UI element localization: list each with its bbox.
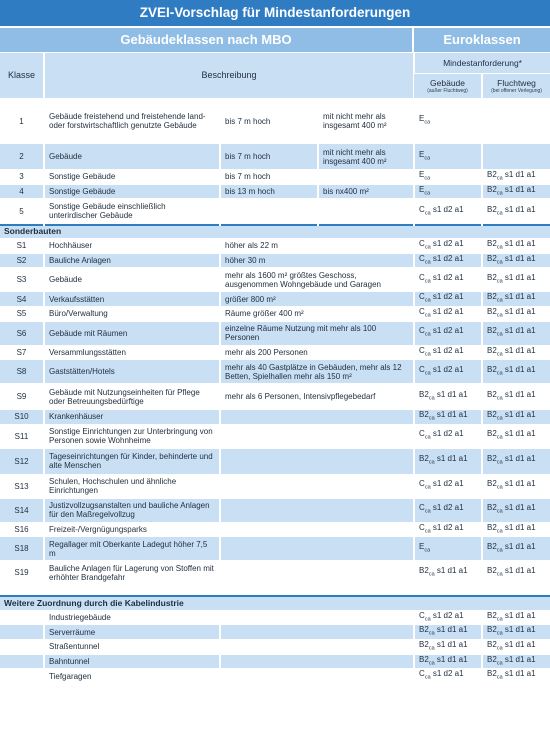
beschreibung-cell: Straßentunnel	[44, 640, 220, 655]
klasse-cell: S3	[0, 268, 44, 292]
table-row	[0, 170, 550, 185]
kriterium-cell: mehr als 6 Personen, Intensivpflegebedarf	[220, 384, 414, 410]
kriterium-cell: mehr als 1600 m² größtes Geschoss, ausgenommen Wohngebäude und Garagen	[220, 268, 414, 292]
klasse-cell	[0, 640, 44, 655]
kriterium-cell	[220, 498, 414, 522]
klasse-cell: 4	[0, 184, 44, 199]
kriterium-cell	[220, 522, 414, 537]
section-title: Sonderbauten	[0, 225, 550, 239]
gebaeude-class-cell: $C_{ca}$ s1 d2 a1	[414, 268, 482, 292]
klasse-cell: S19	[0, 561, 44, 585]
fluchtweg-class-cell: $B2_{ca}$ s1 d1 a1	[482, 561, 550, 585]
beschreibung-cell: Gebäude	[44, 268, 220, 292]
kriterium-cell: mehr als 40 Gastplätze in Gebäuden, mehr als 12 Betten, Spielhallen mehr als 150 m²	[220, 360, 414, 384]
beschreibung-cell: Justizvollzugsanstalten und bauliche Anlagen für den Maßregelvollzug	[44, 498, 220, 522]
kriterium-cell: mehr als 200 Personen	[220, 345, 414, 360]
col-klasse: Klasse	[0, 53, 44, 99]
kriterium-cell	[220, 448, 414, 474]
fluchtweg-class-cell: $B2_{ca}$ s1 d1 a1	[482, 498, 550, 522]
flaeche-cell	[318, 199, 414, 225]
klasse-cell: 2	[0, 144, 44, 170]
beschreibung-cell: Regallager mit Oberkante Ladegut höher 7,5 m	[44, 537, 220, 561]
hoehe-cell: bis 7 m hoch	[220, 170, 318, 185]
table-row	[0, 561, 550, 585]
beschreibung-cell: Versammlungsstätten	[44, 345, 220, 360]
klasse-cell	[0, 654, 44, 669]
hoehe-cell: bis 7 m hoch	[220, 99, 318, 144]
klasse-cell: S1	[0, 239, 44, 254]
beschreibung-cell: Tiefgaragen	[44, 669, 220, 683]
gebaeude-class-cell: $B2_{ca}$ s1 d1 a1	[414, 625, 482, 640]
beschreibung-cell: Krankenhäuser	[44, 410, 220, 425]
beschreibung-cell: Hochhäuser	[44, 239, 220, 254]
fluchtweg-class-cell: $B2_{ca}$ s1 d1 a1	[482, 384, 550, 410]
klasse-cell: S12	[0, 448, 44, 474]
gebaeude-class-cell: $C_{ca}$ s1 d2 a1	[414, 522, 482, 537]
table-row	[0, 384, 550, 410]
page-title: ZVEI-Vorschlag für Mindestanforderungen	[0, 0, 550, 26]
gebaeude-class-cell: $B2_{ca}$ s1 d1 a1	[414, 561, 482, 585]
fluchtweg-class-cell: $B2_{ca}$ s1 d1 a1	[482, 410, 550, 425]
kriterium-cell	[220, 625, 414, 640]
beschreibung-cell: Gaststätten/Hotels	[44, 360, 220, 384]
fluchtweg-class-cell: $B2_{ca}$ s1 d1 a1	[482, 522, 550, 537]
beschreibung-cell: Sonstige Gebäude	[44, 184, 220, 199]
beschreibung-cell: Industriegebäude	[44, 610, 220, 625]
kriterium-cell: einzelne Räume Nutzung mit mehr als 100 Personen	[220, 321, 414, 345]
col-fluchtweg-label: Fluchtweg	[497, 77, 536, 88]
fluchtweg-class-cell: $B2_{ca}$ s1 d1 a1	[482, 360, 550, 384]
col-gebaeude-note: (außer Fluchtweg)	[427, 87, 468, 94]
col-gebaeude-label: Gebäude	[430, 77, 466, 88]
kriterium-cell	[220, 669, 414, 683]
header-band	[0, 28, 550, 52]
fluchtweg-class-cell: $B2_{ca}$ s1 d1 a1	[482, 253, 550, 268]
klasse-cell	[0, 625, 44, 640]
fluchtweg-class-cell: $B2_{ca}$ s1 d1 a1	[482, 199, 550, 225]
hoehe-cell: bis 7 m hoch	[220, 144, 318, 170]
gebaeude-class-cell: $C_{ca}$ s1 d2 a1	[414, 669, 482, 683]
table-row	[0, 292, 550, 307]
gebaeude-class-cell: $E_{ca}$	[414, 99, 482, 144]
header-row-1	[0, 53, 550, 74]
header-mbo: Gebäudeklassen nach MBO	[0, 28, 412, 52]
beschreibung-cell: Bauliche Anlagen für Lagerung von Stoffen mit erhöhter Brandgefahr	[44, 561, 220, 585]
klasse-cell: S6	[0, 321, 44, 345]
beschreibung-cell: Serverräume	[44, 625, 220, 640]
kriterium-cell	[220, 654, 414, 669]
requirements-table	[0, 52, 550, 683]
gebaeude-class-cell: $B2_{ca}$ s1 d1 a1	[414, 640, 482, 655]
table-row	[0, 306, 550, 321]
col-fluchtweg-note: (bei offener Verlegung)	[491, 87, 542, 94]
klasse-cell: S16	[0, 522, 44, 537]
table-row	[0, 239, 550, 254]
klasse-cell: S4	[0, 292, 44, 307]
gebaeude-class-cell: $C_{ca}$ s1 d2 a1	[414, 253, 482, 268]
fluchtweg-class-cell: $B2_{ca}$ s1 d1 a1	[482, 268, 550, 292]
fluchtweg-class-cell	[482, 99, 550, 144]
table-row	[0, 253, 550, 268]
section-row-weitere	[0, 596, 550, 610]
table-row	[0, 410, 550, 425]
gebaeude-class-cell: $B2_{ca}$ s1 d1 a1	[414, 448, 482, 474]
table-body	[0, 99, 550, 683]
fluchtweg-class-cell: $B2_{ca}$ s1 d1 a1	[482, 424, 550, 448]
beschreibung-cell: Gebäude	[44, 144, 220, 170]
beschreibung-cell: Sonstige Einrichtungen zur Unterbringung von Personen sowie Wohnheime	[44, 424, 220, 448]
spacer-cell	[0, 585, 550, 597]
beschreibung-cell: Gebäude mit Räumen	[44, 321, 220, 345]
col-gebaeude	[414, 74, 482, 99]
table-row	[0, 268, 550, 292]
kriterium-cell	[220, 474, 414, 498]
table-row	[0, 199, 550, 225]
gebaeude-class-cell: $C_{ca}$ s1 d2 a1	[414, 239, 482, 254]
klasse-cell: S14	[0, 498, 44, 522]
table-row	[0, 360, 550, 384]
beschreibung-cell: Sonstige Gebäude	[44, 170, 220, 185]
hoehe-cell	[220, 199, 318, 225]
flaeche-cell: mit nicht mehr als insgesamt 400 m²	[318, 99, 414, 144]
kriterium-cell	[220, 537, 414, 561]
fluchtweg-class-cell: $B2_{ca}$ s1 d1 a1	[482, 669, 550, 683]
beschreibung-cell: Schulen, Hochschulen und ähnliche Einrichtungen	[44, 474, 220, 498]
table-row	[0, 144, 550, 170]
table-row	[0, 625, 550, 640]
klasse-cell	[0, 669, 44, 683]
col-fluchtweg	[482, 74, 550, 99]
klasse-cell: S8	[0, 360, 44, 384]
gebaeude-class-cell: $C_{ca}$ s1 d2 a1	[414, 424, 482, 448]
fluchtweg-class-cell	[482, 144, 550, 170]
beschreibung-cell: Bahntunnel	[44, 654, 220, 669]
fluchtweg-class-cell: $B2_{ca}$ s1 d1 a1	[482, 292, 550, 307]
fluchtweg-class-cell: $B2_{ca}$ s1 d1 a1	[482, 474, 550, 498]
fluchtweg-class-cell: $B2_{ca}$ s1 d1 a1	[482, 321, 550, 345]
gebaeude-class-cell: $E_{ca}$	[414, 170, 482, 185]
fluchtweg-class-cell: $B2_{ca}$ s1 d1 a1	[482, 537, 550, 561]
gebaeude-class-cell: $C_{ca}$ s1 d2 a1	[414, 345, 482, 360]
gebaeude-class-cell: $C_{ca}$ s1 d2 a1	[414, 292, 482, 307]
table-row	[0, 640, 550, 655]
fluchtweg-class-cell: $B2_{ca}$ s1 d1 a1	[482, 610, 550, 625]
klasse-cell: S5	[0, 306, 44, 321]
section-row-sonderbauten	[0, 225, 550, 239]
flaeche-cell: bis nx400 m²	[318, 184, 414, 199]
table-row	[0, 474, 550, 498]
gebaeude-class-cell: $C_{ca}$ s1 d2 a1	[414, 610, 482, 625]
table-row	[0, 99, 550, 144]
kriterium-cell: höher als 22 m	[220, 239, 414, 254]
fluchtweg-class-cell: $B2_{ca}$ s1 d1 a1	[482, 654, 550, 669]
klasse-cell: 1	[0, 99, 44, 144]
kriterium-cell: Räume größer 400 m²	[220, 306, 414, 321]
klasse-cell: S13	[0, 474, 44, 498]
klasse-cell: 5	[0, 199, 44, 225]
klasse-cell: S10	[0, 410, 44, 425]
fluchtweg-class-cell: $B2_{ca}$ s1 d1 a1	[482, 306, 550, 321]
gebaeude-class-cell: $C_{ca}$ s1 d2 a1	[414, 199, 482, 225]
beschreibung-cell: Gebäude mit Nutzungseinheiten für Pflege oder Betreuungsbedürftige	[44, 384, 220, 410]
fluchtweg-class-cell: $B2_{ca}$ s1 d1 a1	[482, 640, 550, 655]
kriterium-cell	[220, 410, 414, 425]
beschreibung-cell: Bauliche Anlagen	[44, 253, 220, 268]
table-row	[0, 424, 550, 448]
header-euroklassen: Euroklassen	[414, 28, 550, 52]
table-row	[0, 321, 550, 345]
table-row	[0, 537, 550, 561]
gebaeude-class-cell: $C_{ca}$ s1 d2 a1	[414, 498, 482, 522]
fluchtweg-class-cell: $B2_{ca}$ s1 d1 a1	[482, 345, 550, 360]
gebaeude-class-cell: $B2_{ca}$ s1 d1 a1	[414, 410, 482, 425]
flaeche-cell: mit nicht mehr als insgesamt 400 m²	[318, 144, 414, 170]
table-row	[0, 345, 550, 360]
gebaeude-class-cell: $E_{ca}$	[414, 144, 482, 170]
gebaeude-class-cell: $E_{ca}$	[414, 537, 482, 561]
table-row	[0, 522, 550, 537]
col-beschreibung: Beschreibung	[44, 53, 414, 99]
fluchtweg-class-cell: $B2_{ca}$ s1 d1 a1	[482, 448, 550, 474]
col-mindestanforderung: Mindestanforderung*	[414, 53, 550, 74]
fluchtweg-class-cell: $B2_{ca}$ s1 d1 a1	[482, 170, 550, 185]
gebaeude-class-cell: $E_{ca}$	[414, 184, 482, 199]
fluchtweg-class-cell: $B2_{ca}$ s1 d1 a1	[482, 239, 550, 254]
gebaeude-class-cell: $C_{ca}$ s1 d2 a1	[414, 306, 482, 321]
fluchtweg-class-cell: $B2_{ca}$ s1 d1 a1	[482, 184, 550, 199]
section-title: Weitere Zuordnung durch die Kabelindustrie	[0, 596, 550, 610]
beschreibung-cell: Freizeit-/Vergnügungsparks	[44, 522, 220, 537]
beschreibung-cell: Verkaufsstätten	[44, 292, 220, 307]
klasse-cell: S9	[0, 384, 44, 410]
beschreibung-cell: Tageseinrichtungen für Kinder, behinderte und alte Menschen	[44, 448, 220, 474]
gebaeude-class-cell: $C_{ca}$ s1 d2 a1	[414, 360, 482, 384]
gebaeude-class-cell: $B2_{ca}$ s1 d1 a1	[414, 654, 482, 669]
table-row	[0, 184, 550, 199]
kriterium-cell	[220, 424, 414, 448]
klasse-cell: S2	[0, 253, 44, 268]
klasse-cell: S18	[0, 537, 44, 561]
klasse-cell: S11	[0, 424, 44, 448]
kriterium-cell: höher 30 m	[220, 253, 414, 268]
table-row	[0, 448, 550, 474]
beschreibung-cell: Büro/Verwaltung	[44, 306, 220, 321]
table-row	[0, 669, 550, 683]
beschreibung-cell: Sonstige Gebäude einschließlich unterirdischer Gebäude	[44, 199, 220, 225]
gebaeude-class-cell: $B2_{ca}$ s1 d1 a1	[414, 384, 482, 410]
hoehe-cell: bis 13 m hoch	[220, 184, 318, 199]
table-row	[0, 654, 550, 669]
gebaeude-class-cell: $C_{ca}$ s1 d2 a1	[414, 321, 482, 345]
kriterium-cell: größer 800 m²	[220, 292, 414, 307]
klasse-cell: S7	[0, 345, 44, 360]
table-row	[0, 610, 550, 625]
fluchtweg-class-cell: $B2_{ca}$ s1 d1 a1	[482, 625, 550, 640]
klasse-cell	[0, 610, 44, 625]
spacer-row	[0, 585, 550, 597]
kriterium-cell	[220, 610, 414, 625]
klasse-cell: 3	[0, 170, 44, 185]
kriterium-cell	[220, 640, 414, 655]
kriterium-cell	[220, 561, 414, 585]
gebaeude-class-cell: $C_{ca}$ s1 d2 a1	[414, 474, 482, 498]
beschreibung-cell: Gebäude freistehend und freistehende land- oder forstwirtschaftlich genutzte Gebäude	[44, 99, 220, 144]
table-row	[0, 498, 550, 522]
flaeche-cell	[318, 170, 414, 185]
